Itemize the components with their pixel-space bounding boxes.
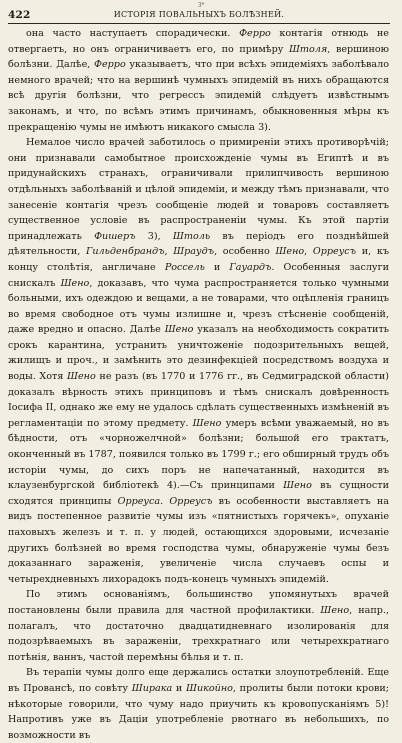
text-run: , напр., полагалъ, что достаточно двадцатидневнаго изолированія для подозрѣваемыхъ въ зараженіи, трехкратнаго или четырехкратнаго потѣнія, ваннъ, частой перемѣны бѣлья и т. п. [8, 604, 389, 663]
italic-name: Шено [320, 604, 350, 616]
text-run: По этимъ основаніямъ, большинство упомянутыхъ врачей постановлены были правила для частной профилактики. [8, 589, 389, 616]
italic-name: Ферро [239, 28, 271, 39]
italic-name: Штоль [172, 230, 211, 242]
body-text [8, 26, 389, 743]
italic-name: Россель [164, 261, 205, 273]
page-header [8, 9, 390, 24]
text-run: , пролиты были потоки крови; нѣкоторые говорили, что чуму надо приучить къ кровопусканіямъ 5)! Напротивъ уже въ Даціи употребленіе рвотнаго въ небольшихъ, по возможности въ [8, 682, 389, 741]
text-run: и [172, 682, 187, 694]
italic-name: Шраудъ [173, 246, 215, 258]
text-run: Немалое число врачей заботилось о примиреніи этихъ противорѣчій; они признавали самобытное происхожденіе чумы въ Египтѣ и въ придунайскихъ странахъ, ограничивали прилипчивость вершиною отдѣльныхъ заболѣваній и цѣлой эпидеміи, и между тѣмъ признавали, что занесеніе контагія чрезъ сообщеніе людей и товаровъ составляетъ существенное условіе въ распространеніи чумы. Къ этой партіи принадлежать [8, 137, 389, 242]
paragraph [8, 587, 389, 665]
text-run: въ сущности сходятся принципы [8, 480, 389, 507]
italic-name: Шено [192, 417, 222, 429]
text-run: Въ терапіи чумы долго еще держались остатки злоупотребленій. Еще въ Провансѣ, по совѣту [8, 667, 389, 694]
italic-name: Фишеръ [94, 230, 136, 242]
text-run: , [304, 246, 313, 258]
text-run: умеръ всѣми уважаемый, но въ бѣдности, отъ «чорножелчной» болѣзни; большой его трактатъ, оконченный въ 1787, появился только въ 1799 г.; его обширный трудъ объ исторіи чумы, до сихъ поръ не напечатанный, находится въ клаузенбургской библіотекѣ 4).—Съ принципами [8, 417, 390, 492]
text-run: , особенно [214, 246, 276, 258]
text-run: и, къ концу столѣтія, англичане [8, 246, 389, 273]
italic-name: Шено [275, 246, 305, 258]
text-run: не разъ (въ 1770 и 1776 гг., въ Седмиградской области) доказалъ вѣрность этихъ принциповъ и тѣмъ снискалъ довѣренность Іосифа II, однако же ему не удалось сдѣлать существенныхъ измѣненій въ регламентаціи по этому предмету. [8, 371, 389, 429]
text-run: въ особенности выставляетъ на видъ постепенное развитіе чумы изъ «пятнистыхъ горячекъ», опуханіе паховыхъ железъ и т. п. у людей, остающихся здоровыми, исчезаніе другихъ болѣзней во время господства чумы, обнаруженіе чумы безъ доказаннаго зараженія, увеличеніе числа случаевъ оспы и четырехдневныхъ лихорадокъ подъ-конецъ чумныхъ эпидемій. [8, 495, 389, 585]
signature-mark: 3* [197, 2, 205, 9]
paragraph [8, 135, 389, 587]
text-run: указалъ на необходимость сократить срокъ карантина, устранить уничтоженіе подозрительныхъ вещей, жилищъ и проч., и замѣнить это дезинфекціей посредствомъ воздуха и воды. Хотя [8, 324, 389, 383]
italic-name: Гильденбрандъ [86, 246, 165, 258]
paragraph [8, 665, 389, 743]
text-run: въ періодъ его позднѣйшей дѣятельности, [8, 230, 389, 258]
italic-name: Шикойно [186, 682, 233, 694]
text-run: . Особенныя заслуги снискалъ [8, 261, 389, 289]
italic-name: Гауардъ [229, 261, 272, 273]
text-run: контагія отнюдь не отвергаетъ, но онъ ограничиваетъ его, по примѣру [8, 28, 389, 55]
italic-name: Шено [60, 277, 90, 289]
italic-name: Орреуса [117, 495, 161, 507]
italic-name: Шено [283, 480, 312, 492]
italic-name: Шено [164, 324, 194, 336]
italic-name: Орреусъ [312, 246, 357, 258]
text-run: она часто наступаетъ спорадически. [26, 28, 240, 39]
text-run: 3), [135, 230, 173, 242]
text-run: , доказавъ, что чума распространяется только чумными больными, ихъ одеждою и вещами, а не товарами, что оцѣпленія границъ во время свободное отъ чумы излишне и, чрезъ стѣсненіе сообщеній, даже вредно и опасно. Далѣе [8, 277, 390, 336]
text-run: и [204, 261, 230, 273]
page-number: 422 [8, 9, 31, 21]
text-run: . [160, 495, 170, 507]
italic-name: Ферро [94, 59, 126, 71]
italic-name: Ширака [131, 682, 173, 694]
text-run: , вершиною болѣзни. Далѣе, [8, 43, 389, 71]
italic-name: Орреусъ [169, 495, 213, 507]
text-run: указываетъ, что при всѣхъ эпидеміяхъ заболѣвало немного врачей; что на вершинѣ чумныхъ эпидемій въ нихъ обращаются всѣ другія болѣзни, что регрессъ эпидемій слѣдуетъ извѣстнымъ законамъ, и что, по всѣмъ этимъ причинамъ, обыкновенныя мѣры къ прекращенію чумы не имѣютъ никакого смысла 3). [8, 59, 389, 133]
running-title: ИСТОРІЯ ПОВАЛЬНЫХЪ БОЛѢЗНЕЙ. [113, 10, 285, 19]
italic-name: Шено [67, 371, 96, 383]
text-run: , [164, 246, 174, 258]
italic-name: Штоля [288, 43, 328, 55]
paragraph [8, 26, 389, 135]
